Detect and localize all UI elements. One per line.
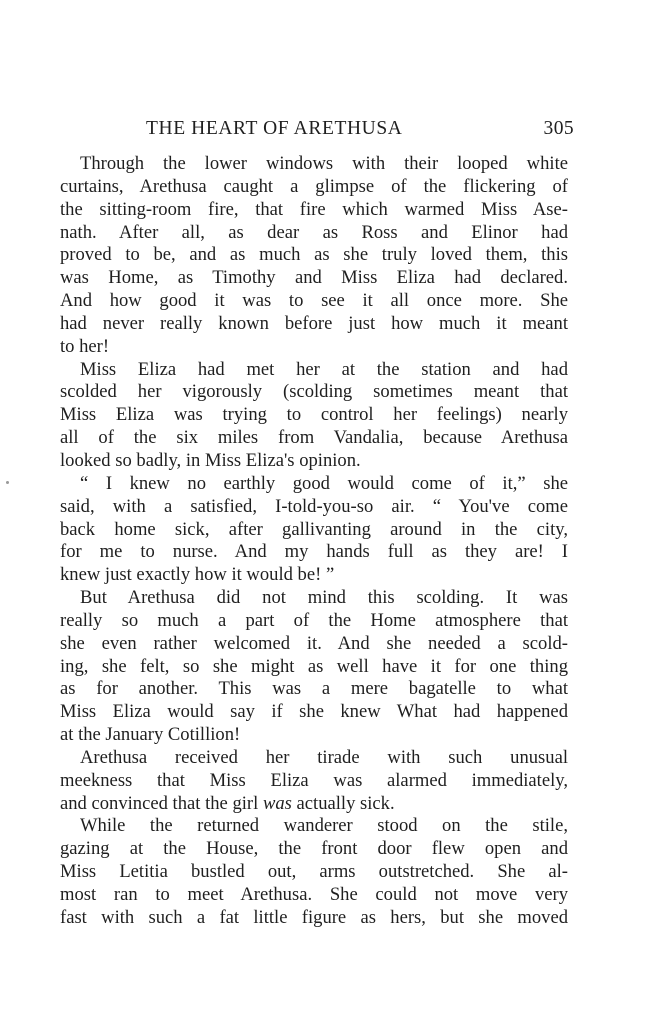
text-line: really so much a part of the Home atmosphere that [60, 609, 568, 631]
text-line: had never really known before just how much it meant [60, 312, 568, 334]
text-line: But Arethusa did not mind this scolding. It was [80, 587, 568, 609]
page-number: 305 [543, 118, 574, 139]
text-line: ing, she felt, so she might as well have it for one thing [60, 655, 568, 677]
text-line: for me to nurse. And my hands full as they are! I [60, 541, 568, 563]
text-line: Through the lower windows with their looped white [80, 153, 568, 174]
text-line: as for another. This was a mere bagatelle to what [60, 678, 568, 700]
text-line: Miss Letitia bustled out, arms outstretched. She al- [60, 861, 568, 883]
text-line-start: and convinced that the girl [60, 792, 259, 814]
text-line: looked so badly, in Miss Eliza's opinion. [60, 449, 361, 471]
text-line: most ran to meet Arethusa. She could not move very [60, 884, 568, 905]
text-line: fast with such a fat little figure as hers, but she moved [60, 906, 568, 928]
text-line: to her! [60, 335, 110, 357]
text-line: And how good it was to see it all once more. She [60, 290, 568, 312]
text-line: said, with a satisfied, I-told-you-so air. “ You've come [60, 495, 568, 517]
text-line: curtains, Arethusa caught a glimpse of the flickering of [60, 175, 568, 197]
text-line: back home sick, after gallivanting around in the city, [60, 518, 568, 540]
text-line: scolded her vigorously (scolding sometimes meant that [60, 381, 568, 403]
text-line: “ I knew no earthly good would come of it,” she [80, 472, 568, 494]
text-line-end: actually sick. [291, 792, 395, 814]
running-title: THE HEART OF ARETHUSA [146, 118, 403, 139]
text-line: Arethusa received her tirade with such unusual [80, 746, 568, 768]
text-line: was Home, as Timothy and Miss Eliza had declared. [60, 267, 568, 289]
text-line: knew just exactly how it would be! ” [60, 564, 335, 586]
page-header [146, 118, 574, 144]
text-line: meekness that Miss Eliza was alarmed immediately, [60, 769, 568, 791]
body-text [60, 153, 568, 930]
text-line: Miss Eliza had met her at the station and had [80, 358, 568, 380]
text-line: at the January Cotillion! [60, 724, 241, 746]
text-line: While the returned wanderer stood on the stile, [80, 815, 568, 837]
text-line [60, 793, 568, 816]
text-line: proved to be, and as much as she truly loved them, this [60, 244, 568, 266]
text-line: all of the six miles from Vandalia, because Arethusa [60, 427, 568, 449]
text-line: gazing at the House, the front door flew open and [60, 838, 568, 860]
italic-emphasis: was [262, 792, 292, 814]
text-line: Miss Eliza was trying to control her feelings) nearly [60, 404, 568, 426]
margin-speck [6, 481, 9, 484]
text-line: Miss Eliza would say if she knew What had happened [60, 701, 568, 723]
text-line: nath. After all, as dear as Ross and Elinor had [60, 221, 568, 243]
text-line: she even rather welcomed it. And she needed a scold- [60, 632, 568, 654]
text-line: the sitting-room fire, that fire which warmed Miss Ase- [60, 198, 568, 220]
